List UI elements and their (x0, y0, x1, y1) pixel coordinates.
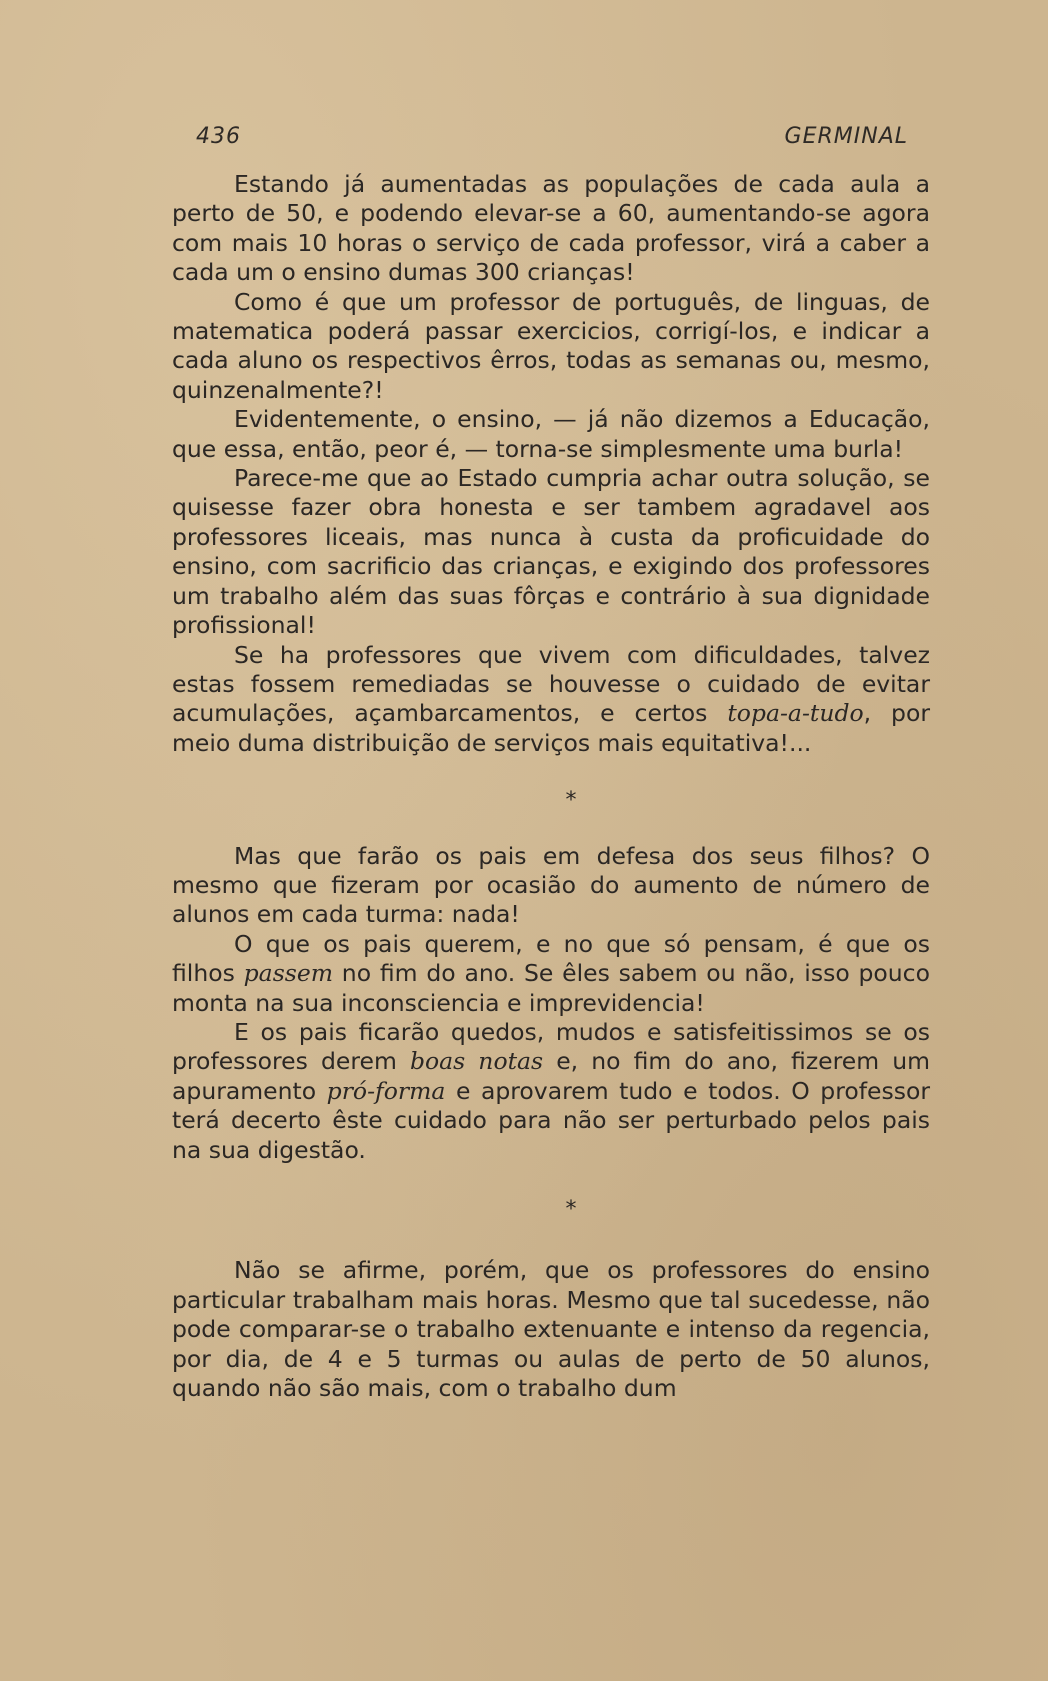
paragraph-5-text-b: , por meio duma distribuição de serviços mais equitativa!... (172, 699, 930, 757)
paragraph-7 (172, 930, 930, 1018)
paragraph-8-text-a: E os pais ficarão quedos, mudos e satisfeitissimos se os professores derem (172, 1017, 930, 1076)
paragraph-8-text-b: e, no fim do ano, fizerem um apuramento (172, 1047, 930, 1105)
journal-title: GERMINAL (784, 124, 908, 149)
section-separator-1: * (565, 788, 577, 814)
paragraph-8-italic-1: boas notas (409, 1047, 544, 1076)
paragraph-1: Estando já aumentadas as populações de cada aula a perto de 50, e podendo elevar-se a 60, aumentando-se agora com mais 10 horas o serviço de cada professor, virá a caber a cada um o ensino dumas 300 crianças! (172, 170, 930, 287)
paragraph-7-text-b: no fim do ano. Se êles sabem ou não, isso pouco monta na sua inconsciencia e imprevidencia! (172, 959, 930, 1017)
paragraph-5 (172, 641, 930, 759)
paragraph-7-text-a: O que os pais querem, e no que só pensam, é que os filhos (172, 929, 930, 988)
running-head (196, 124, 908, 156)
body-text (172, 170, 930, 1403)
paragraph-8-text-c: e aprovarem tudo e todos. O professor terá decerto êste cuidado para não ser perturbado pelos pais na sua digestão. (172, 1076, 930, 1164)
section-separator-2: * (565, 1197, 577, 1222)
paragraph-5-italic: topa-a-tudo (727, 699, 864, 728)
paragraph-6: Mas que farão os pais em defesa dos seus filhos? O mesmo que fizeram por ocasião do aumento de número de alunos em cada turma: nada! (172, 841, 930, 929)
paragraph-3: Evidentemente, o ensino, — já não dizemos a Educação, que essa, então, peor é, — torna-se simplesmente uma burla! (172, 405, 930, 463)
paragraph-9: Não se afirme, porém, que os professores do ensino particular trabalham mais horas. Mesmo que tal sucedesse, não pode comparar-se o trabalho extenuante e intenso da regencia, por dia, de 4 e 5 turmas ou aulas de perto de 50 alunos, quando não são mais, com o trabalho dum (172, 1256, 930, 1403)
paragraph-8-italic-2: pró-forma (326, 1076, 446, 1105)
paragraph-4: Parece-me que ao Estado cumpria achar outra solução, se quisesse fazer obra honesta e ser tambem agradavel aos professores liceais, mas nunca à custa da proficuidade do ensino, com sacrificio das crianças, e exigindo dos professores um trabalho além das suas fôrças e contrário à sua dignidade profissional! (172, 464, 930, 640)
page-number: 436 (196, 124, 241, 149)
paragraph-8 (172, 1018, 930, 1165)
paragraph-7-italic: passem (243, 959, 334, 988)
paragraph-5-text-a: Se ha professores que vivem com dificuldades, talvez estas fossem remediadas se houvesse o cuidado de evitar acumulações, açambarcamentos, e certos (172, 640, 930, 728)
paragraph-2: Como é que um professor de português, de linguas, de matematica poderá passar exercicios, corrigí-los, e indicar a cada aluno os respectivos êrros, todas as semanas ou, mesmo, quinzenalmente?! (172, 287, 930, 404)
